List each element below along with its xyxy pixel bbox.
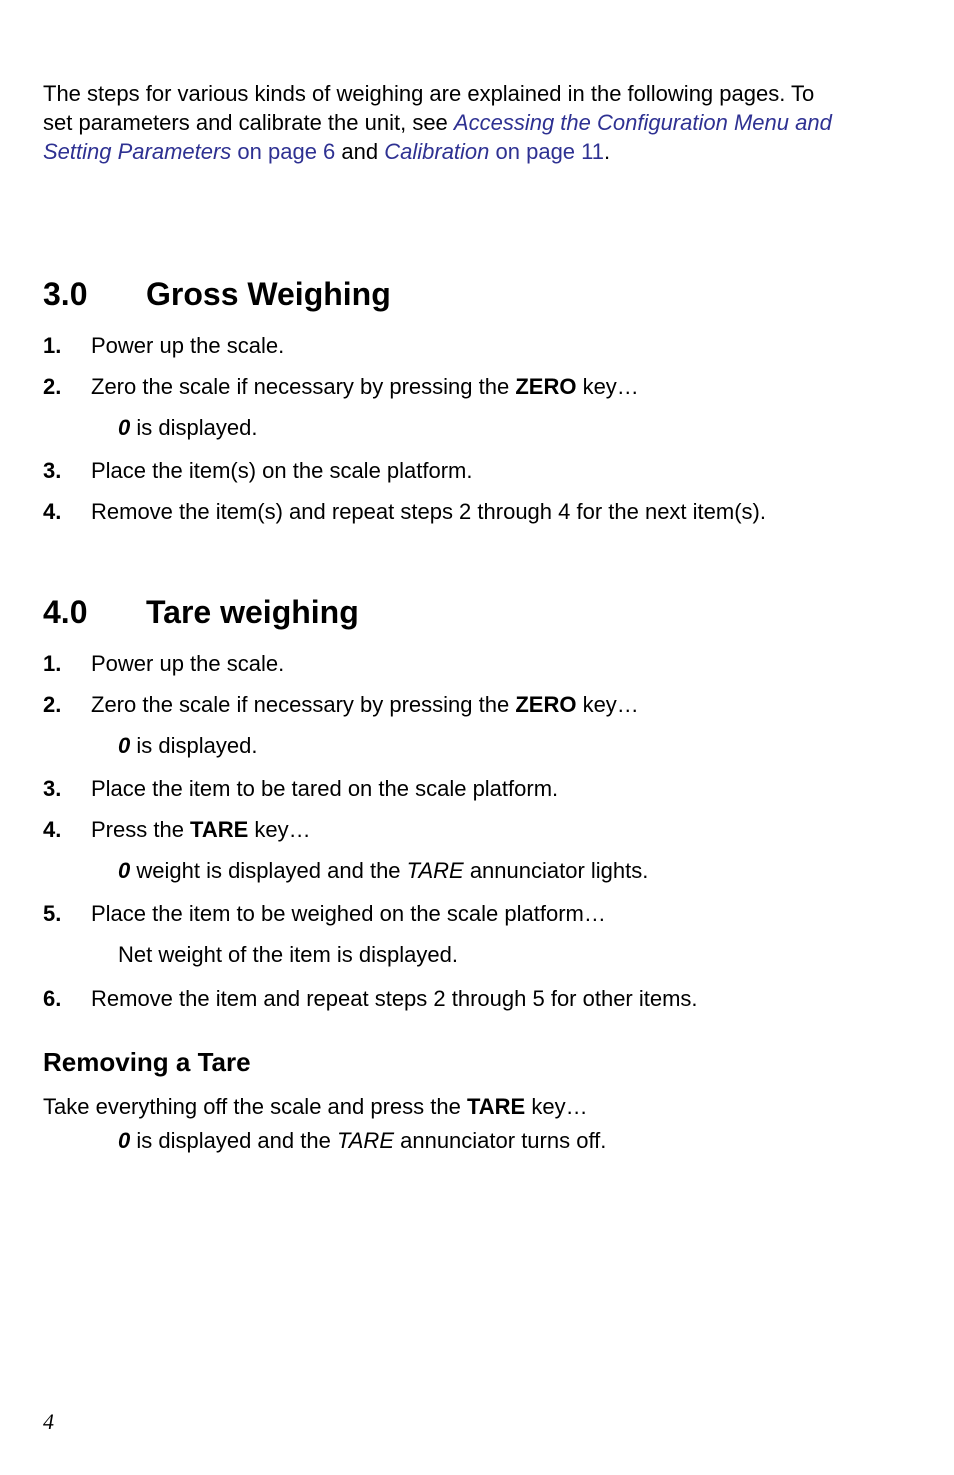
tare-step-5: 5. Place the item to be weighed on the scale platform…	[43, 901, 606, 926]
tare-step-3: 3. Place the item to be tared on the scale platform.	[43, 776, 559, 801]
gross-result-2: 0 is displayed.	[118, 415, 258, 440]
gross-step-4: 4. Remove the item(s) and repeat steps 2 through 4 for the next item(s).	[43, 499, 766, 524]
intro-text: The steps for various kinds of weighing are explained in the following pages. To set parameters and calibrate the unit, see	[43, 81, 815, 135]
tare-key-label: TARE	[466, 1094, 526, 1119]
tare-result-2: 0 is displayed.	[118, 733, 258, 758]
gross-step-1: 1. Power up the scale.	[43, 333, 285, 358]
tare-key-label: TARE	[190, 817, 249, 842]
removing-tare-heading: Removing a Tare	[43, 1047, 251, 1077]
tare-result-5: Net weight of the item is displayed.	[118, 942, 458, 967]
zero-key-label: ZERO	[515, 692, 577, 717]
section-gross-heading: 3.0 Gross Weighing	[43, 276, 391, 312]
tare-result-4: 0 weight is displayed and the TARE annunciator lights.	[118, 858, 649, 883]
tare-step-1: 1. Power up the scale.	[43, 651, 285, 676]
tare-step-4: 4. Press the TARE key…	[43, 817, 311, 842]
calibration-link[interactable]: Calibration on page 11	[384, 139, 604, 164]
tare-step-2: 2. Zero the scale if necessary by pressing the ZERO key…	[43, 692, 639, 717]
gross-step-3: 3. Place the item(s) on the scale platform.	[43, 458, 473, 483]
intro-and: and	[335, 139, 385, 164]
config-menu-link[interactable]: Accessing the Configuration Menu and Setting Parameters on page 6	[43, 110, 832, 164]
zero-key-label: ZERO	[515, 374, 577, 399]
page-number: 4	[43, 1409, 54, 1434]
tare-step-6: 6. Remove the item and repeat steps 2 through 5 for other items.	[43, 986, 698, 1011]
gross-step-2: 2. Zero the scale if necessary by pressing the ZERO key…	[43, 374, 639, 399]
intro-paragraph: The steps for various kinds of weighing are explained in the following pages. To set parameters and calibrate the unit, see Accessing the Configuration Menu and Setting Parameters on page 6 and Calibration on page 11.	[43, 81, 832, 164]
removing-tare-result: 0 is displayed and the TARE annunciator turns off.	[118, 1128, 607, 1153]
removing-tare-paragraph: Take everything off the scale and press the TARE key…	[43, 1094, 588, 1119]
section-tare-heading: 4.0 Tare weighing	[43, 594, 359, 630]
